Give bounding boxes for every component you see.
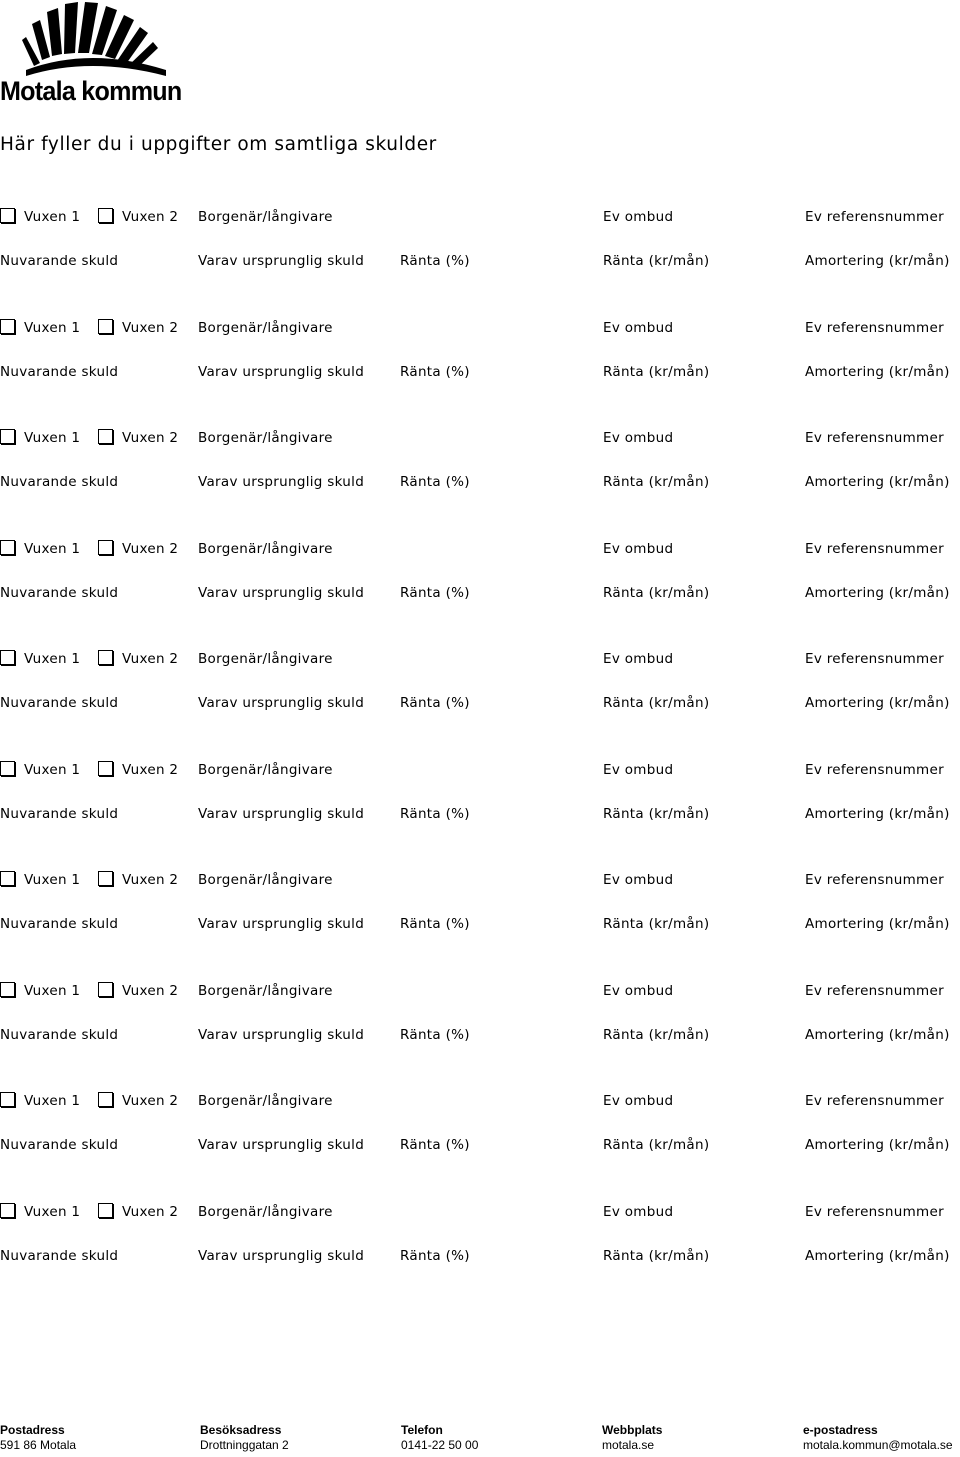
current-debt-label: Nuvarande skuld bbox=[0, 364, 119, 380]
reference-number-label: Ev referensnummer bbox=[805, 651, 944, 667]
creditor-label: Borgenär/långivare bbox=[198, 541, 333, 557]
vuxen-2-label: Vuxen 2 bbox=[122, 983, 179, 999]
vuxen-2-checkbox[interactable] bbox=[98, 319, 113, 334]
reference-number-label: Ev referensnummer bbox=[805, 1093, 944, 1109]
footer-heading: Besöksadress bbox=[200, 1423, 282, 1437]
vuxen-1-label: Vuxen 1 bbox=[24, 430, 81, 446]
vuxen-1-label: Vuxen 1 bbox=[24, 651, 81, 667]
creditor-label: Borgenär/långivare bbox=[198, 1204, 333, 1220]
creditor-label: Borgenär/långivare bbox=[198, 872, 333, 888]
amortization-label: Amortering (kr/mån) bbox=[805, 474, 950, 490]
interest-percent-label: Ränta (%) bbox=[400, 474, 470, 490]
vuxen-1-label: Vuxen 1 bbox=[24, 1093, 81, 1109]
debt-entry bbox=[0, 760, 960, 840]
current-debt-label: Nuvarande skuld bbox=[0, 806, 119, 822]
reference-number-label: Ev referensnummer bbox=[805, 430, 944, 446]
vuxen-2-label: Vuxen 2 bbox=[122, 320, 179, 336]
vuxen-1-checkbox[interactable] bbox=[0, 982, 15, 997]
footer-heading: Telefon bbox=[401, 1423, 443, 1437]
original-debt-label: Varav ursprunglig skuld bbox=[198, 1027, 365, 1043]
debt-entry-row-2 bbox=[0, 472, 960, 492]
debt-entry-row-2 bbox=[0, 914, 960, 934]
agent-label: Ev ombud bbox=[603, 1204, 674, 1220]
original-debt-label: Varav ursprunglig skuld bbox=[198, 253, 365, 269]
debt-entry bbox=[0, 649, 960, 729]
vuxen-1-checkbox[interactable] bbox=[0, 540, 15, 555]
vuxen-1-label: Vuxen 1 bbox=[24, 872, 81, 888]
reference-number-label: Ev referensnummer bbox=[805, 541, 944, 557]
footer-heading: e-postadress bbox=[803, 1423, 878, 1437]
footer-heading: Postadress bbox=[0, 1423, 65, 1437]
debt-entry-row-2 bbox=[0, 583, 960, 603]
original-debt-label: Varav ursprunglig skuld bbox=[198, 1248, 365, 1264]
debt-entry-row-1 bbox=[0, 1202, 960, 1222]
debt-entry-row-1 bbox=[0, 318, 960, 338]
creditor-label: Borgenär/långivare bbox=[198, 430, 333, 446]
reference-number-label: Ev referensnummer bbox=[805, 983, 944, 999]
amortization-label: Amortering (kr/mån) bbox=[805, 916, 950, 932]
amortization-label: Amortering (kr/mån) bbox=[805, 364, 950, 380]
vuxen-2-label: Vuxen 2 bbox=[122, 651, 179, 667]
debt-entry-row-1 bbox=[0, 870, 960, 890]
vuxen-2-label: Vuxen 2 bbox=[122, 1204, 179, 1220]
amortization-label: Amortering (kr/mån) bbox=[805, 1137, 950, 1153]
interest-kr-label: Ränta (kr/mån) bbox=[603, 474, 710, 490]
interest-percent-label: Ränta (%) bbox=[400, 916, 470, 932]
logo-wordmark: Motala kommun bbox=[0, 76, 182, 106]
debt-entry-row-2 bbox=[0, 693, 960, 713]
debt-entry-row-2 bbox=[0, 362, 960, 382]
debt-entry-row-2 bbox=[0, 1246, 960, 1266]
vuxen-1-checkbox[interactable] bbox=[0, 871, 15, 886]
current-debt-label: Nuvarande skuld bbox=[0, 585, 119, 601]
creditor-label: Borgenär/långivare bbox=[198, 320, 333, 336]
agent-label: Ev ombud bbox=[603, 983, 674, 999]
amortization-label: Amortering (kr/mån) bbox=[805, 1027, 950, 1043]
vuxen-2-label: Vuxen 2 bbox=[122, 541, 179, 557]
footer-postal-address bbox=[0, 1423, 76, 1453]
vuxen-2-checkbox[interactable] bbox=[98, 540, 113, 555]
amortization-label: Amortering (kr/mån) bbox=[805, 1248, 950, 1264]
interest-kr-label: Ränta (kr/mån) bbox=[603, 695, 710, 711]
vuxen-1-checkbox[interactable] bbox=[0, 319, 15, 334]
interest-percent-label: Ränta (%) bbox=[400, 364, 470, 380]
vuxen-1-label: Vuxen 1 bbox=[24, 1204, 81, 1220]
interest-kr-label: Ränta (kr/mån) bbox=[603, 806, 710, 822]
agent-label: Ev ombud bbox=[603, 1093, 674, 1109]
debt-entry-row-1 bbox=[0, 207, 960, 227]
current-debt-label: Nuvarande skuld bbox=[0, 253, 119, 269]
agent-label: Ev ombud bbox=[603, 762, 674, 778]
creditor-label: Borgenär/långivare bbox=[198, 651, 333, 667]
interest-percent-label: Ränta (%) bbox=[400, 1248, 470, 1264]
footer-website bbox=[602, 1423, 662, 1453]
interest-percent-label: Ränta (%) bbox=[400, 253, 470, 269]
original-debt-label: Varav ursprunglig skuld bbox=[198, 695, 365, 711]
interest-percent-label: Ränta (%) bbox=[400, 1137, 470, 1153]
original-debt-label: Varav ursprunglig skuld bbox=[198, 585, 365, 601]
vuxen-2-label: Vuxen 2 bbox=[122, 762, 179, 778]
debt-entry-row-1 bbox=[0, 649, 960, 669]
reference-number-label: Ev referensnummer bbox=[805, 1204, 944, 1220]
agent-label: Ev ombud bbox=[603, 209, 674, 225]
agent-label: Ev ombud bbox=[603, 320, 674, 336]
original-debt-label: Varav ursprunglig skuld bbox=[198, 916, 365, 932]
current-debt-label: Nuvarande skuld bbox=[0, 916, 119, 932]
debt-entry bbox=[0, 870, 960, 950]
amortization-label: Amortering (kr/mån) bbox=[805, 806, 950, 822]
footer bbox=[0, 1423, 960, 1457]
reference-number-label: Ev referensnummer bbox=[805, 209, 944, 225]
vuxen-2-checkbox[interactable] bbox=[98, 1092, 113, 1107]
reference-number-label: Ev referensnummer bbox=[805, 762, 944, 778]
vuxen-2-checkbox[interactable] bbox=[98, 982, 113, 997]
vuxen-2-checkbox[interactable] bbox=[98, 871, 113, 886]
vuxen-2-checkbox[interactable] bbox=[98, 761, 113, 776]
vuxen-2-label: Vuxen 2 bbox=[122, 872, 179, 888]
interest-percent-label: Ränta (%) bbox=[400, 695, 470, 711]
page-title: Här fyller du i uppgifter om samtliga skulder bbox=[0, 134, 437, 155]
vuxen-1-checkbox[interactable] bbox=[0, 429, 15, 444]
interest-kr-label: Ränta (kr/mån) bbox=[603, 1248, 710, 1264]
interest-kr-label: Ränta (kr/mån) bbox=[603, 1027, 710, 1043]
current-debt-label: Nuvarande skuld bbox=[0, 1248, 119, 1264]
vuxen-1-checkbox[interactable] bbox=[0, 1092, 15, 1107]
interest-kr-label: Ränta (kr/mån) bbox=[603, 916, 710, 932]
vuxen-2-label: Vuxen 2 bbox=[122, 209, 179, 225]
interest-percent-label: Ränta (%) bbox=[400, 806, 470, 822]
debt-entry bbox=[0, 981, 960, 1061]
original-debt-label: Varav ursprunglig skuld bbox=[198, 1137, 365, 1153]
vuxen-2-checkbox[interactable] bbox=[98, 1203, 113, 1218]
vuxen-2-label: Vuxen 2 bbox=[122, 430, 179, 446]
interest-percent-label: Ränta (%) bbox=[400, 1027, 470, 1043]
vuxen-2-label: Vuxen 2 bbox=[122, 1093, 179, 1109]
vuxen-2-checkbox[interactable] bbox=[98, 429, 113, 444]
footer-value: Drottninggatan 2 bbox=[200, 1438, 289, 1452]
vuxen-1-checkbox[interactable] bbox=[0, 208, 15, 223]
agent-label: Ev ombud bbox=[603, 430, 674, 446]
vuxen-1-label: Vuxen 1 bbox=[24, 209, 81, 225]
debt-entry bbox=[0, 539, 960, 619]
vuxen-1-label: Vuxen 1 bbox=[24, 762, 81, 778]
interest-kr-label: Ränta (kr/mån) bbox=[603, 585, 710, 601]
agent-label: Ev ombud bbox=[603, 872, 674, 888]
footer-value[interactable]: motala.kommun@motala.se bbox=[803, 1438, 953, 1452]
debt-entry-row-1 bbox=[0, 428, 960, 448]
footer-value[interactable]: motala.se bbox=[602, 1438, 655, 1452]
debt-entry-row-1 bbox=[0, 981, 960, 1001]
debt-entry bbox=[0, 207, 960, 287]
footer-heading: Webbplats bbox=[602, 1423, 663, 1437]
agent-label: Ev ombud bbox=[603, 541, 674, 557]
debt-entry-row-2 bbox=[0, 251, 960, 271]
footer-visiting-address bbox=[200, 1423, 289, 1453]
vuxen-1-checkbox[interactable] bbox=[0, 650, 15, 665]
reference-number-label: Ev referensnummer bbox=[805, 320, 944, 336]
footer-phone bbox=[401, 1423, 478, 1453]
interest-kr-label: Ränta (kr/mån) bbox=[603, 1137, 710, 1153]
original-debt-label: Varav ursprunglig skuld bbox=[198, 806, 365, 822]
vuxen-1-checkbox[interactable] bbox=[0, 761, 15, 776]
debt-entry-row-1 bbox=[0, 760, 960, 780]
creditor-label: Borgenär/långivare bbox=[198, 1093, 333, 1109]
debt-entry bbox=[0, 1202, 960, 1282]
vuxen-1-label: Vuxen 1 bbox=[24, 320, 81, 336]
debt-entry-row-2 bbox=[0, 1135, 960, 1155]
interest-percent-label: Ränta (%) bbox=[400, 585, 470, 601]
amortization-label: Amortering (kr/mån) bbox=[805, 253, 950, 269]
footer-email bbox=[803, 1423, 953, 1453]
fan-emblem-icon bbox=[20, 0, 170, 78]
current-debt-label: Nuvarande skuld bbox=[0, 695, 119, 711]
agent-label: Ev ombud bbox=[603, 651, 674, 667]
creditor-label: Borgenär/långivare bbox=[198, 762, 333, 778]
debt-entry-row-1 bbox=[0, 1091, 960, 1111]
interest-kr-label: Ränta (kr/mån) bbox=[603, 364, 710, 380]
original-debt-label: Varav ursprunglig skuld bbox=[198, 364, 365, 380]
amortization-label: Amortering (kr/mån) bbox=[805, 585, 950, 601]
debt-entry bbox=[0, 1091, 960, 1171]
vuxen-2-checkbox[interactable] bbox=[98, 208, 113, 223]
motala-kommun-logo bbox=[0, 0, 200, 110]
vuxen-1-label: Vuxen 1 bbox=[24, 541, 81, 557]
debt-entry bbox=[0, 428, 960, 508]
amortization-label: Amortering (kr/mån) bbox=[805, 695, 950, 711]
creditor-label: Borgenär/långivare bbox=[198, 983, 333, 999]
debt-entry-row-2 bbox=[0, 804, 960, 824]
vuxen-1-label: Vuxen 1 bbox=[24, 983, 81, 999]
debt-entry-row-1 bbox=[0, 539, 960, 559]
footer-value: 0141-22 50 00 bbox=[401, 1438, 479, 1452]
interest-kr-label: Ränta (kr/mån) bbox=[603, 253, 710, 269]
current-debt-label: Nuvarande skuld bbox=[0, 1137, 119, 1153]
debt-entry-row-2 bbox=[0, 1025, 960, 1045]
vuxen-1-checkbox[interactable] bbox=[0, 1203, 15, 1218]
current-debt-label: Nuvarande skuld bbox=[0, 474, 119, 490]
creditor-label: Borgenär/långivare bbox=[198, 209, 333, 225]
original-debt-label: Varav ursprunglig skuld bbox=[198, 474, 365, 490]
debt-entry bbox=[0, 318, 960, 398]
current-debt-label: Nuvarande skuld bbox=[0, 1027, 119, 1043]
footer-value: 591 86 Motala bbox=[0, 1438, 77, 1452]
reference-number-label: Ev referensnummer bbox=[805, 872, 944, 888]
vuxen-2-checkbox[interactable] bbox=[98, 650, 113, 665]
